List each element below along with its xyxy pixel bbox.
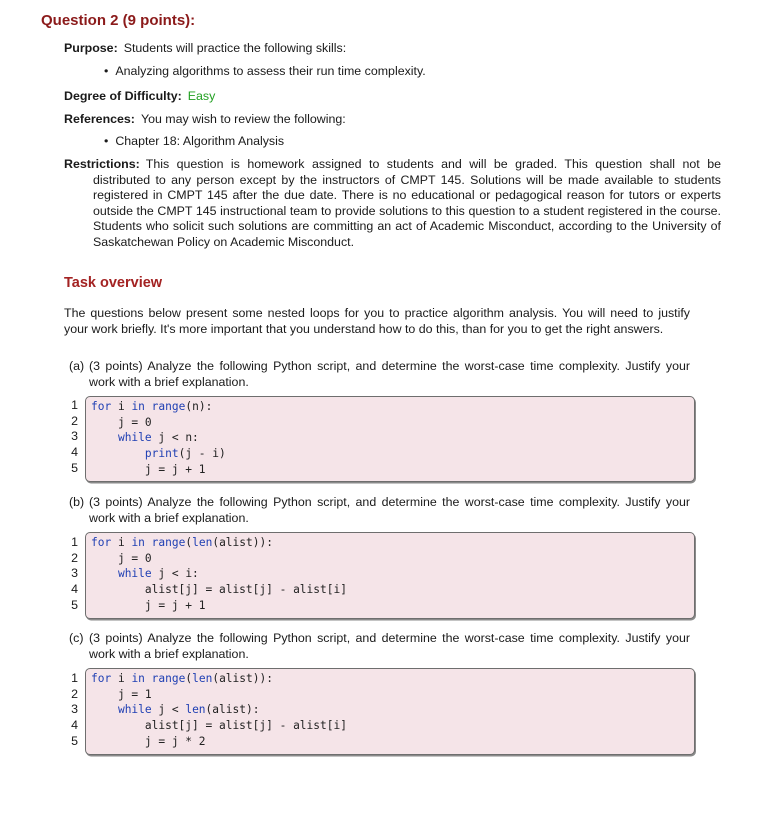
line-number: 5 [71,733,78,748]
line-numbers [66,398,78,476]
references-text: You may wish to review the following: [140,112,346,126]
part-text: (3 points) Analyze the following Python script, and determine the worst-case time complexity. Justify your work with a brief explanation. [89,495,690,525]
code-line: j = 0 [91,551,152,565]
code-line: j = j + 1 [91,462,206,476]
difficulty-line [64,88,692,104]
line-number: 3 [71,702,78,717]
code-block-c [85,668,695,755]
part-a-prompt [69,358,690,390]
task-overview-heading: Task overview [64,275,163,291]
line-number: 4 [71,445,78,460]
line-number: 1 [71,671,78,685]
references-bullet: • Chapter 18: Algorithm Analysis [104,133,284,149]
part-label: (a) [69,359,85,373]
part-label: (b) [69,495,85,509]
code-line: while j < i: [117,567,199,581]
line-number: 4 [71,582,78,597]
restrictions-paragraph [64,157,721,251]
line-number: 1 [71,398,78,412]
task-intro: The questions below present some nested loops for you to practice algorithm analysis. You will need to justify your work briefly. It's more important that you understand how to do this, than for you to get the right answers. [64,306,690,336]
code-line: print(j - i) [144,447,226,461]
code-block-b [85,532,695,619]
part-text: (3 points) Analyze the following Python script, and determine the worst-case time complexity. Justify your work with a brief explanation. [89,359,690,389]
line-number: 2 [71,550,78,565]
code-line: alist[j] = alist[j] - alist[i] [91,583,347,597]
line-number: 1 [71,535,78,549]
code-line: while j < n: [117,431,199,445]
purpose-label: Purpose: [64,41,118,55]
code-line: for i in range(len(alist)): [91,672,273,685]
restrictions-text: This question is homework assigned to students and will be graded. This question shall not be distributed to any person except by the instructors of CMPT 145. Solutions will be made available to students registered in CMPT 145 after the due date. There is no educational or pedagogical reason for tutors or experts outside the CMPT 145 instructional team to provide solutions to this question to a student registered in the course. Students who solicit such solutions are committing an act of Academic Misconduct, according to the University of Saskatchewan Policy on Academic Misconduct. [93,157,721,249]
code-line: while j < len(alist): [117,703,260,717]
purpose-bullet: • Analyzing algorithms to assess their run time complexity. [104,63,426,79]
code-line: j = j + 1 [91,598,206,612]
difficulty-value: Easy [187,89,216,103]
purpose-text: Students will practice the following skills: [123,41,347,55]
line-number: 5 [71,460,78,475]
line-numbers [66,671,78,749]
line-number: 5 [71,597,78,612]
restrictions-label: Restrictions: [64,157,140,171]
line-number: 3 [71,429,78,444]
code-line: j = 0 [91,415,152,429]
code-line: j = j * 2 [91,734,206,748]
code-line: alist[j] = alist[j] - alist[i] [91,719,347,733]
references-line [64,111,692,127]
references-label: References: [64,112,135,126]
part-c-prompt [69,630,690,662]
line-numbers [66,535,78,613]
code-line: for i in range(n): [91,400,213,413]
part-b-prompt [69,494,690,526]
line-number: 2 [71,413,78,428]
code-line: for i in range(len(alist)): [91,536,273,549]
code-block-a [85,396,695,482]
difficulty-label: Degree of Difficulty: [64,89,182,103]
line-number: 2 [71,686,78,701]
question-title: Question 2 (9 points): [41,12,196,29]
line-number: 3 [71,566,78,581]
part-label: (c) [69,631,84,645]
line-number: 4 [71,718,78,733]
purpose-line [64,40,692,56]
code-line: j = 1 [91,687,152,701]
part-text: (3 points) Analyze the following Python script, and determine the worst-case time complexity. Justify your work with a brief explanation. [89,631,690,661]
